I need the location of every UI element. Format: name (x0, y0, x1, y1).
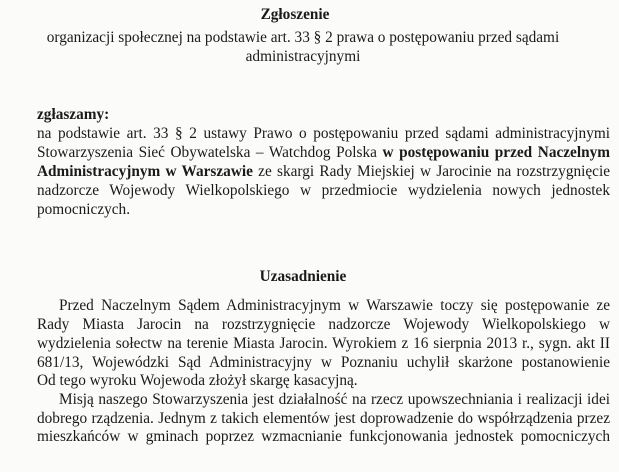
heading-text: Uzasadnienie (259, 268, 347, 285)
declaration-label-text: zgłaszamy: (37, 106, 110, 123)
paragraph-line: mieszkańców w gminach poprzez wzmacnianie funkcjonowania jednostek pomocniczych (37, 428, 610, 445)
subtitle-line: administracyjnymi (245, 48, 361, 65)
paragraph-line: Od tego wyroku Wojewoda złożył skargę kasacyjną. (37, 372, 358, 389)
declaration-line (37, 162, 610, 181)
bold-text-segment: Administracyjnym w Warszawie (37, 163, 253, 180)
paragraph-line: dobrego rządzenia. Jednym z takich elementów jest doprowadzenie do współrządzenia przez (37, 410, 610, 427)
text-segment: nadzorcze Wojewody Wielkopolskiego w przedmiocie wydzielenia nowych jednostek (37, 182, 610, 199)
title-text: Zgłoszenie (260, 6, 330, 23)
declaration-line (37, 200, 130, 219)
text-segment: ze skargi Rady Miejskiej w Jarocinie na rozstrzygnięcie (252, 163, 610, 180)
declaration-line (37, 181, 610, 200)
bold-text-segment: w postępowaniu przed Naczelnym (382, 144, 610, 161)
text-segment: na podstawie art. 33 § 2 ustawy Prawo o postępowaniu przed sądami administracyjnymi (37, 125, 610, 142)
paragraph-line: Rady Miasta Jarocin na rozstrzygnięcie nadzorcze Wojewody Wielkopolskiego w (37, 316, 610, 333)
paragraph-line: 681/13, Wojewódzki Sąd Administracyjny w Poznaniu uchylił skarżone postanowienie (37, 354, 610, 371)
declaration-line (37, 124, 610, 143)
declaration-line (37, 143, 610, 162)
paragraph-line: Przed Naczelnym Sądem Administracyjnym w Warszawie toczy się postępowanie ze (59, 297, 610, 314)
paragraph-line: Misją naszego Stowarzyszenia jest działalność na rzecz upowszechniania i realizacji idei (59, 391, 610, 408)
text-segment: Stowarzyszenia Sieć Obywatelska – Watchdog Polska (37, 144, 383, 161)
declaration-label (37, 105, 109, 124)
paragraph-line: wydzielenia sołectw na terenie Miasta Jarocin. Wyrokiem z 16 sierpnia 2013 r., sygn. akt II (37, 335, 610, 352)
subtitle-line: organizacji społecznej na podstawie art. 33 § 2 prawa o postępowaniu przed sądami (46, 29, 560, 46)
section-heading (8, 267, 598, 286)
document-title (0, 5, 590, 24)
text-segment: pomocniczych. (37, 201, 131, 218)
